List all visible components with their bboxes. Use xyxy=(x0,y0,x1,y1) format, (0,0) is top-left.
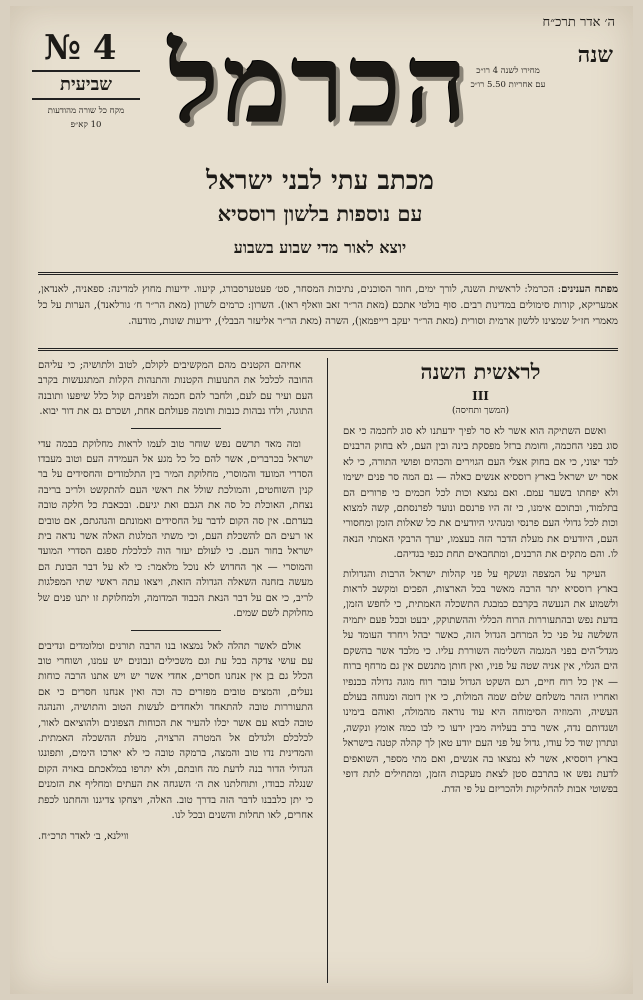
article-column-left xyxy=(38,358,313,845)
issue-number: № 4 xyxy=(44,28,117,68)
masthead-divider xyxy=(38,272,618,275)
ad-price-block xyxy=(32,104,140,132)
ad-price-line: 10 קא״פ xyxy=(70,120,102,130)
masthead xyxy=(10,6,633,276)
newspaper-page xyxy=(10,6,633,994)
toc-line: השרון: כרמים לשרון (מאת הר״ר ח׳ גורלאנד), הערות על כל מאמרי חז״ל שמצינו ללשון ארמית וסורית xyxy=(38,300,618,327)
article-paragraph: ומה מאד תרשם נפש שוחר טוב לעמו לראות מחלוקת בבמה עדי ישראל בכרברים, אשר להם כל כל מגע אל העמידה העם וטוב מעבדו הסדרי המועד והמוסרי, מחלוקת המיר בין התלמודים והחסידים על בר קנין השוחטים, והמולכת שולל את ראשי העם להתקשט ולריב בריבה נצחת, האוכלת כל סה את הגבם ואת יגיעם. ובכאבת כל חלקה טובה בעדתם. אין סה הקום לדבר על החסידים ואמונתם והנהגתם, אם טובים או רעים הם להשכלת העם, וכי משתי המלגות האלה אשר נדאה בית ישראל בחור העם. כי לעולם יעזר הוה לכלכלת ספגם הסדרי המועד והמוסרי — אך החדוש לא נוכל מלאמר: כי לא על דבר הבונת הם מעשה בזחנה השאלה הגדולה הזאת, ויצאו עתה ראשי שתי המפלגות לריב, כי אם על דבר הנאת הכבוד המדומה, ולמחלוקת זו יתנו פנים של מחלוקת לשם שמים. xyxy=(38,438,313,620)
year-label: שנה xyxy=(577,42,613,68)
section-divider xyxy=(131,630,221,631)
toc-divider xyxy=(38,348,618,351)
publication-frequency: יוצא לאור מדי שבוע בשבוע xyxy=(233,238,407,257)
issue-date: ה׳ אדר תרכ״ח xyxy=(542,15,615,30)
article-part-number: III xyxy=(472,389,489,403)
newspaper-title: הכרמל xyxy=(168,22,472,148)
article-paragraph: ואשם השתיקה הוא אשר לא סר לפיך ידעתנו לא סוג לחכמה כי אם סוג בפני החכמה, וחומת ברזל מפסקת בינה ובין העם, לא בחוק הרבנים לבד יצוני, כי אם בחוק אצלי העם הגוירים והכהים ופושי התורה, כי לא אסר יש ישראל בארץ רוססיא אנשים כאלה — גם המה סר פנים ישימו ולא יפחתו בשער עמם. ואם נמצא וכות לכל חכמים כי פרורים הם בתלמוד, ובתוכם אימנו, כי זה היו פרנסם ונועד לפרנסתם, קשה למצוא וכות לכל גדולי העם פרנסי ומנהיגי היודעים את כל שאלות הזמן ומחסורי העם, היודעים את מעלת הדבר הזה בעצמו, יערך הרבקי האמתי הנאה לו. והם מתקים את הרבנים, ומתחבאים תחת כנפי בגדיהם. xyxy=(343,426,618,561)
volume-label: שביעית xyxy=(32,70,140,100)
ad-price-line: מקח כל שורה מהודעות xyxy=(47,106,125,116)
toc-label: מפתח הענינים xyxy=(561,284,619,295)
column-divider xyxy=(327,358,328,983)
subscription-line: עם אחריות 5.50 רו״כ xyxy=(470,80,546,90)
toc-line: הכרמל: לראשית השנה, לורך ימים, חוזר הסוכנים, נתיבות המסחר, סט׳ פעטערסבורג, קיעוו. ידיעות xyxy=(165,284,554,295)
article-column-right xyxy=(343,358,618,802)
toc-line: (מאת הר״ר יעקב רייפמאן), השרה (מאת הר״ר אליעזר הבבלי), ידיעות שונות, מודעה. xyxy=(128,316,459,327)
article-title: לראשית השנה xyxy=(420,359,541,384)
newspaper-supplement-note: עם נוספות בלשון רוססיא xyxy=(217,201,423,226)
article-columns xyxy=(38,358,618,988)
toc-colon: : xyxy=(553,284,562,295)
section-divider xyxy=(131,428,221,429)
newspaper-subtitle: מכתב עתי לבני ישראל xyxy=(206,166,434,196)
article-paragraph: העיקר על המצפה ונשקף על פני קהלות ישראל הרבות והגדולות בארץ רוססיא יתר הרבה מאשר בכל הארצות, הפכים ומקשב לראות ולשמוע את הנעשה בקרבם כמבגת התשכלה האמתית, כי לחפש הזמן, בדעת נפש ובהתעוררות הרוח הכללי וההשתוקק, יבעט ובכל פעם יתמיה השלשה על פני כל המרחב הגדול הזה, כאשר יבהל ויחרד העומד על מגדל־הים בפני המגמה השלימה השוררת עליו. כי מלבד אשר בהשקם הים הגלוי, אין אניה שטה על פניו, ואין חותן מתנשם אין גם מרחף ברוח — אין כל רוח חיים, רגם השקט הגדול עובר רוח מוגה גדולה בכנפיו ואחריו הזהר משלחם שלום שמה המולות, כי אין דומה ומנוחה בעולם העשיה, והמוזיה הסימוחה היא עוד נוראה מהמולה, ואוהם בימינו ושגדותם נדה, אשר ברב בעלויה מבין ידעו כי לבו כמה אומץ ונקשה, ונתרון שוד כל עודו, גדול על פני העם יודע טאן לך קהלה קטנה בישראל בארץ רוססיא, אשר לא נמצאו בה אנשים, ואם מתי מספר, השואפים לדעת נפש או בתרבם סטן לצאת מעקבות הזמן, ומתחילים לתת דופי בפשוטי אבות להחליקות ולהכריזם על פי הדת. xyxy=(343,568,618,796)
article-signoff: ווילנא, ב׳ לאדר תרכ״ח. xyxy=(38,831,129,843)
article-paragraph: אולם לאשר תהלה לאל נמצאו בנו הרבה תורנים ומלומדים ונדיבים עם עושי צדקה בכל עת וגם משכילים ונבונים יש עמנו, ושוחרי טוב הכלל גם בן אין אנחנו חסרים, אחדי אשר יש ויש אתנו הרבה כוחות נעלים, והמצים טובים מפזרים כה וכה ואין אנחנו חסרים כי אם התעוררות טובה להתאחד ולאחדים לעשות הטוב והתושיה, והנהגה טובה לבוא עם אשר יכלו להעיר את הכוחות הצפונים ולהוציאם לאור, לכלכלם ולגדלם אל המטרה הרצויה, מעלת ההשכלה האמתית. והמדינית נדו טוב והמצה, ברמקה טובה כי לא יארכו הימים, ותפונגו הגדולי הדור בנה לדעת מה חובתם, ולא יתרפו במלאכתם באויה הקום שנגלה כבודו, ותוחלתנו את ה׳ השגחה את העתים ומחליף את הזמנים כי יתן כלבבנו לדבר הזה בדרך טוב. האלה, ויצחקו צדיגנו והחתנו לכפת אחרים, לאו תחלות והשנים ובכל לנו. xyxy=(38,640,313,821)
article-continued-note: (המשך ותחיסה) xyxy=(452,406,509,416)
article-paragraph: אחיהם הקטנים מהם המקשיבים לקולם, לטוב ולתושיה; כי עליהם החובה לכלכל את התנועות הקטנות והתנהות הקלות המתגעשות בקרב העם ועיר עם לעם, ולחבר להם חכמה ולפניהם קול כלל שיפעו ותובנה התוגה, ולדו נבהות כנבות ותומה פעולתם אחת, ושכרם גם את דור יבוא. xyxy=(38,360,313,418)
table-of-contents xyxy=(38,282,618,330)
subscription-line: מחירו לשנה 4 רו״כ xyxy=(476,66,540,76)
toc-line: מחוץ למדינה: ספאניה, לאנדאן, אמעריקא, קורות סימולים במדינות רבים. סוף בולטי אתכם (מאת הר״ר זאב וואלף ראו). xyxy=(38,284,618,311)
